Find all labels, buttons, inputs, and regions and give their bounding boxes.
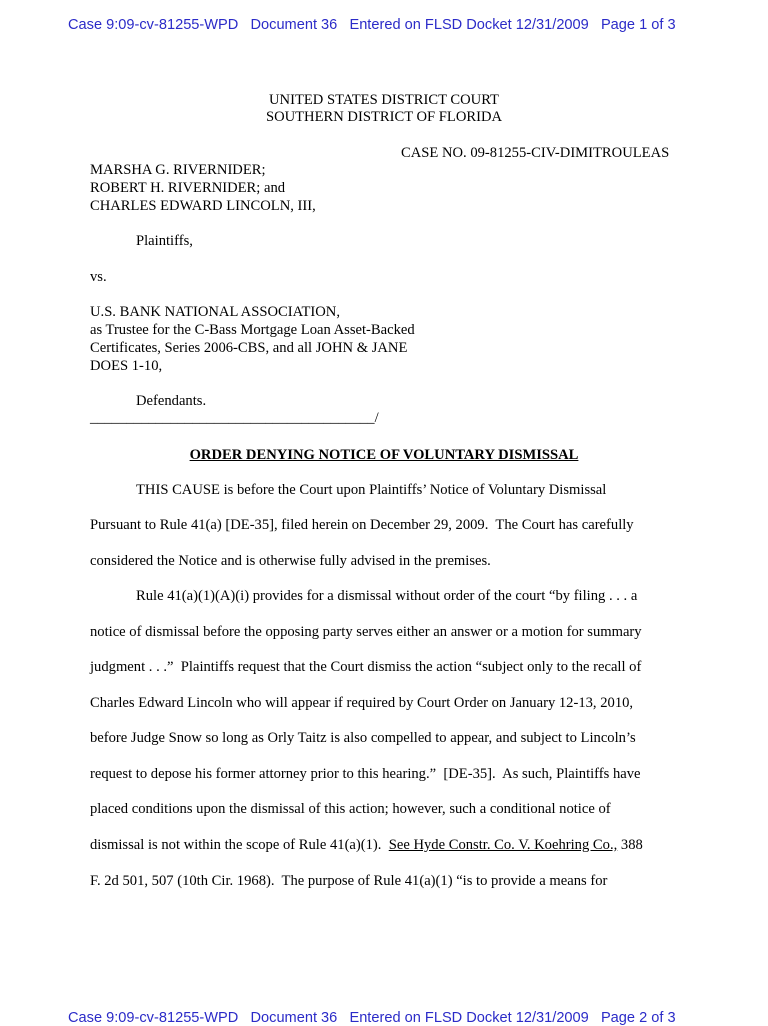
body-line: THIS CAUSE is before the Court upon Plaintiffs’ Notice of Voluntary Dismissal <box>136 482 607 498</box>
defendant-line: DOES 1-10, <box>90 358 163 374</box>
docket-header: Case 9:09-cv-81255-WPD Document 36 Entered on FLSD Docket 12/31/2009 Page 1 of 3 <box>68 17 676 33</box>
court-district: SOUTHERN DISTRICT OF FLORIDA <box>265 109 503 125</box>
defendant-line: as Trustee for the C-Bass Mortgage Loan Asset-Backed <box>90 322 415 338</box>
body-text: dismissal is not within the scope of Rule 41(a)(1). <box>90 837 389 853</box>
body-line: considered the Notice and is otherwise fully advised in the premises. <box>90 553 491 569</box>
plaintiffs-label: Plaintiffs, <box>136 233 193 249</box>
body-line: F. 2d 501, 507 (10th Cir. 1968). The purpose of Rule 41(a)(1) “is to provide a means for <box>90 873 608 889</box>
case-citation: See Hyde Constr. Co. V. Koehring Co., <box>388 837 618 853</box>
body-line: Charles Edward Lincoln who will appear if required by Court Order on January 12-13, 2010, <box>90 695 634 711</box>
case-number: CASE NO. 09-81255-CIV-DIMITROULEAS <box>401 145 670 161</box>
body-line: Rule 41(a)(1)(A)(i) provides for a dismissal without order of the court “by filing . . . a <box>136 588 638 604</box>
body-line: before Judge Snow so long as Orly Taitz is also compelled to appear, and subject to Lincoln’s <box>90 730 636 746</box>
body-line: Pursuant to Rule 41(a) [DE-35], filed herein on December 29, 2009. The Court has carefully <box>90 517 634 533</box>
defendants-label: Defendants. <box>136 393 207 409</box>
body-line: request to depose his former attorney prior to this hearing.” [DE-35]. As such, Plaintiffs have <box>90 766 641 782</box>
body-line: notice of dismissal before the opposing party serves either an answer or a motion for summary <box>90 624 642 640</box>
docket-header-next-page: Case 9:09-cv-81255-WPD Document 36 Entered on FLSD Docket 12/31/2009 Page 2 of 3 <box>68 1010 676 1026</box>
body-text: 388 <box>617 837 643 853</box>
caption-rule: _______________________________________/ <box>90 410 379 426</box>
defendant-line: Certificates, Series 2006-CBS, and all JOHN & JANE <box>90 340 408 356</box>
court-name: UNITED STATES DISTRICT COURT <box>269 92 499 108</box>
order-title: ORDER DENYING NOTICE OF VOLUNTARY DISMISSAL <box>189 447 579 463</box>
plaintiff-name: CHARLES EDWARD LINCOLN, III, <box>90 198 316 214</box>
plaintiff-name: ROBERT H. RIVERNIDER; and <box>90 180 286 196</box>
defendant-line: U.S. BANK NATIONAL ASSOCIATION, <box>90 304 340 320</box>
plaintiff-name: MARSHA G. RIVERNIDER; <box>90 162 266 178</box>
versus: vs. <box>90 269 107 285</box>
body-line <box>90 836 643 854</box>
body-line: placed conditions upon the dismissal of this action; however, such a conditional notice of <box>90 801 611 817</box>
body-line: judgment . . .” Plaintiffs request that the Court dismiss the action “subject only to the recall of <box>90 659 642 675</box>
